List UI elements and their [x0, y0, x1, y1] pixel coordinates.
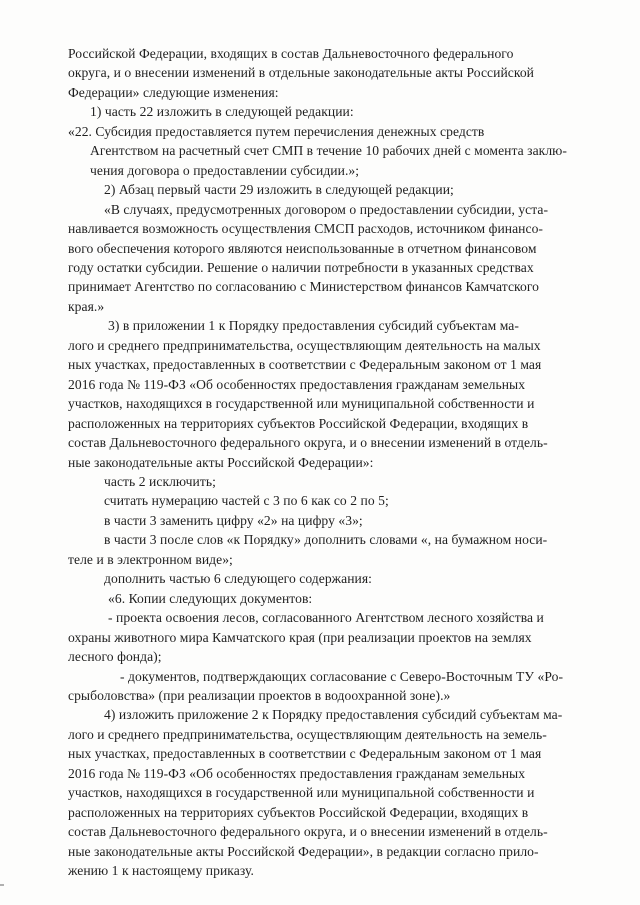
text-line: вого обеспечения которого являются неиспользованные в отчетном финансовом [68, 240, 537, 256]
text-line: «В случаях, предусмотренных договором о предоставлении субсидии, уста- [104, 201, 549, 217]
text-line: срыболовства» (при реализации проектов в водоохранной зоне).» [68, 687, 451, 703]
text-line: лесного фонда); [68, 649, 162, 665]
text-line: Федерации» следующие изменения: [68, 84, 279, 100]
text-line: лого и среднего предпринимательства, осуществляющим деятельность на малых [68, 337, 541, 353]
text-line: в части 3 после слов «к Порядку» дополнить словами «, на бумажном носи- [104, 532, 548, 548]
text-line: жению 1 к настоящему приказу. [68, 863, 254, 879]
text-line: году остатки субсидии. Решение о наличии потребности в указанных средствах [68, 259, 534, 275]
text-line: ных участках, предоставленных в соответствии с Федеральным законом от 1 мая [68, 746, 542, 762]
text-line: считать нумерацию частей с 3 по 6 как со 2 по 5; [104, 493, 389, 509]
text-line: теле и в электронном виде»; [68, 551, 233, 567]
text-line: расположенных на территориях субъектов Российской Федерации, входящих в [68, 415, 529, 431]
text-line: состав Дальневосточного федерального округа, и о внесении изменений в отдель- [68, 824, 548, 840]
text-line: 2) Абзац первый части 29 изложить в следующей редакции; [104, 182, 454, 198]
text-line: «22. Субсидия предоставляется путем перечисления денежных средств [68, 123, 485, 139]
text-line: края.» [68, 298, 105, 314]
text-line: 2016 года № 119-ФЗ «Об особенностях предоставления гражданам земельных [68, 765, 526, 781]
text-line: Российской Федерации, входящих в состав Дальневосточного федерального [68, 46, 514, 61]
text-line: округа, и о внесении изменений в отдельные законодательные акты Российской [68, 65, 535, 81]
text-line: часть 2 исключить; [104, 473, 216, 489]
text-line: ных участках, предоставленных в соответствии с Федеральным законом от 1 мая [68, 357, 542, 373]
text-line: «6. Копии следующих документов: [108, 590, 313, 606]
document-body [68, 44, 608, 880]
text-line: принимает Агентство по согласованию с Министерством финансов Камчатского [68, 279, 539, 295]
text-line: ные законодательные акты Российской Федерации»: [68, 454, 374, 470]
scan-edge-mark [0, 884, 4, 886]
text-line: - проекта освоения лесов, согласованного Агентством лесного хозяйства и [108, 610, 544, 626]
text-line: дополнить частью 6 следующего содержания: [104, 571, 372, 587]
text-line: чения договора о предоставлении субсидии.»; [90, 162, 360, 178]
text-line: участков, находящихся в государственной или муниципальной собственности и [68, 396, 535, 412]
text-line: состав Дальневосточного федерального округа, и о внесении изменений в отдель- [68, 435, 548, 451]
text-line: 1) часть 22 изложить в следующей редакции: [90, 104, 354, 120]
text-line: Агентством на расчетный счет СМП в течение 10 рабочих дней с момента заклю- [90, 143, 567, 159]
text-line: - документов, подтверждающих согласование с Северо-Восточным ТУ «Ро- [120, 668, 564, 684]
text-line: в части 3 заменить цифру «2» на цифру «3»; [104, 512, 363, 528]
text-line: навливается возможность осуществления СМСП расходов, источником финансо- [68, 221, 544, 237]
text-line: ные законодательные акты Российской Федерации», в редакции согласно прило- [68, 843, 539, 859]
text-line: лого и среднего предпринимательства, осуществляющим деятельность на земель- [68, 726, 547, 742]
text-line: 2016 года № 119-ФЗ «Об особенностях предоставления гражданам земельных [68, 376, 526, 392]
text-line: охраны животного мира Камчатского края (при реализации проектов на землях [68, 629, 532, 645]
text-line: 3) в приложении 1 к Порядку предоставления субсидий субъектам ма- [108, 318, 519, 334]
text-line: участков, находящихся в государственной или муниципальной собственности и [68, 785, 535, 801]
text-line: 4) изложить приложение 2 к Порядку предоставления субсидий субъектам ма- [104, 707, 563, 723]
text-line: расположенных на территориях субъектов Российской Федерации, входящих в [68, 804, 529, 820]
